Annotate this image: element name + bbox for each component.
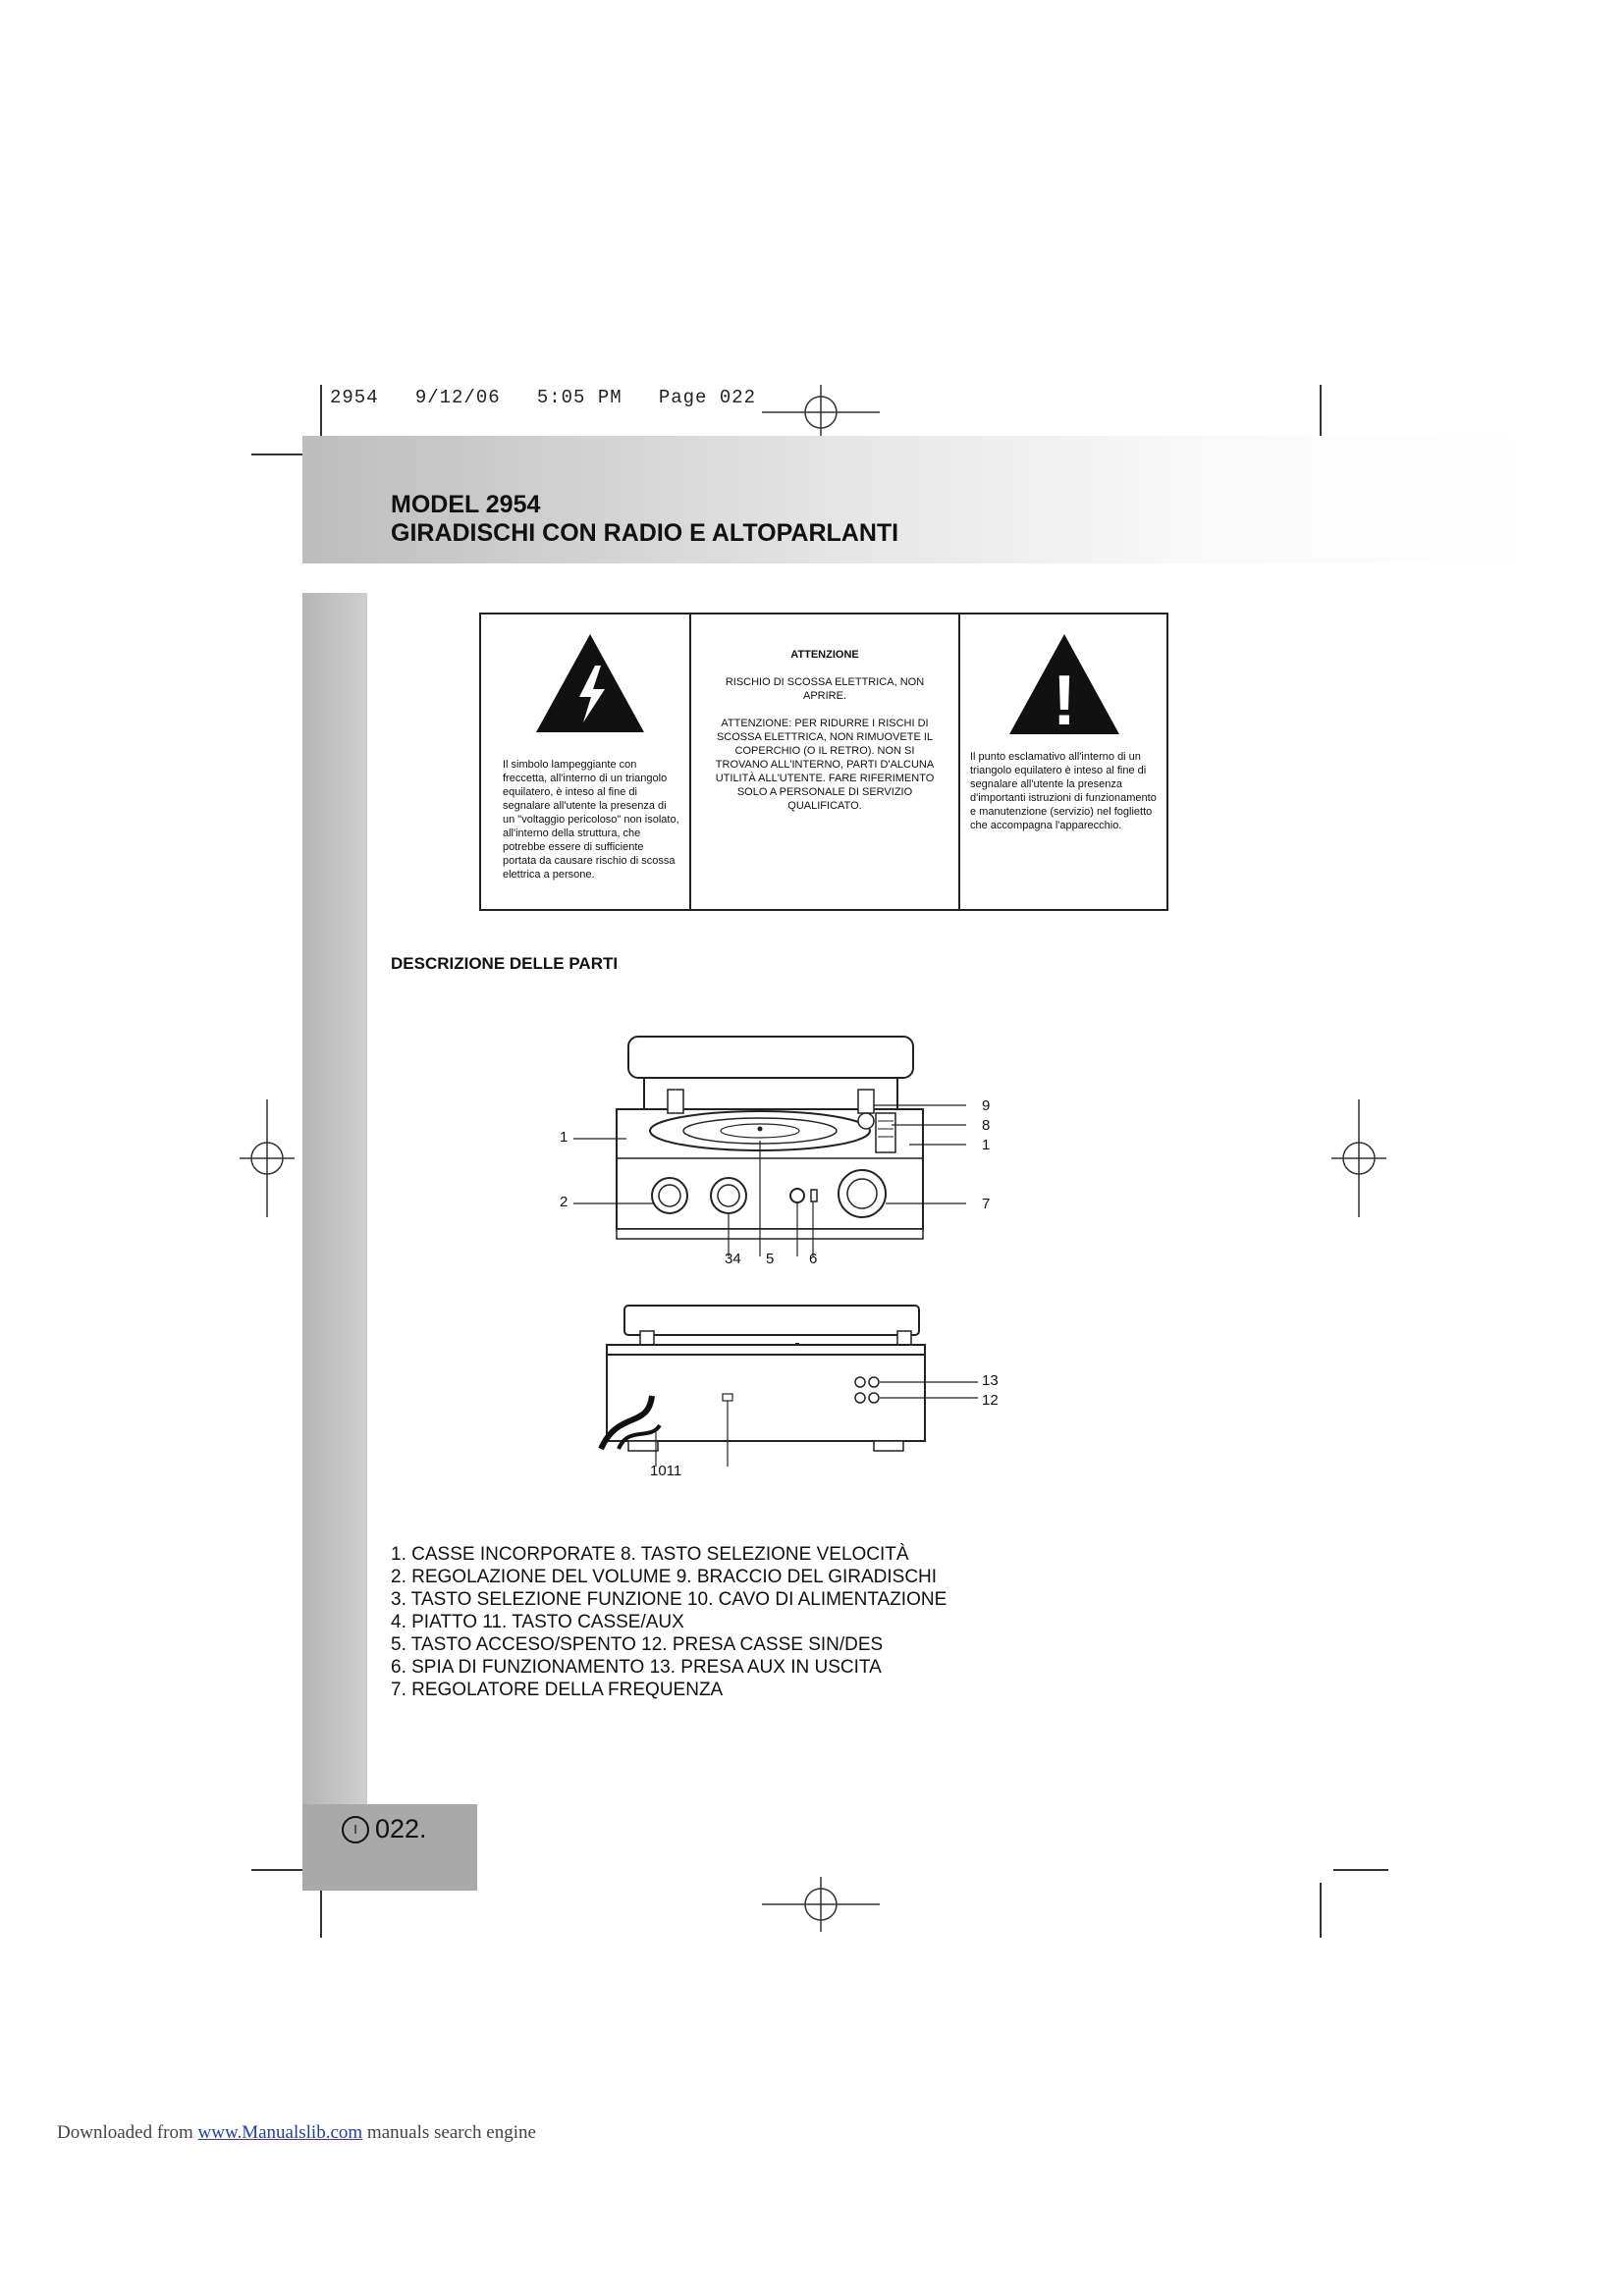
attention-title: ATTENZIONE: [790, 649, 859, 661]
lightning-warning-column: [481, 614, 691, 909]
callout-1-right: 1: [982, 1137, 991, 1153]
list-item: 1. CASSE INCORPORATE 8. TASTO SELEZIONE VELOCITÀ: [391, 1544, 909, 1565]
product-title: GIRADISCHI CON RADIO E ALTOPARLANTI: [391, 519, 899, 547]
crop-mark: [320, 1883, 322, 1938]
exclamation-warning-text: Il punto esclamativo all'interno di un triangolo equilatero è inteso al fine di segnalare all'utente la presenza d'importanti istruzioni di funzionamento e manutenzione (servizio) nel foglietto che accompagna l'apparecchio.: [970, 751, 1157, 831]
registration-mark-bottom: [762, 1877, 880, 1932]
list-item: 2. REGOLAZIONE DEL VOLUME 9. BRACCIO DEL GIRADISCHI: [391, 1567, 938, 1587]
list-item: 4. PIATTO 11. TASTO CASSE/AUX: [391, 1612, 684, 1632]
registration-mark-top: [762, 385, 880, 440]
safety-warning-box: [479, 613, 1168, 911]
callout-13: 13: [982, 1372, 999, 1389]
page-title: [391, 491, 898, 548]
crop-mark: [1333, 1869, 1388, 1871]
side-strip: [302, 593, 367, 1804]
footer-suffix: manuals search engine: [362, 2122, 536, 2143]
exclamation-glyph: !: [1053, 662, 1076, 736]
exclamation-warning-column: [960, 614, 1166, 909]
registration-mark-right: [1331, 1099, 1386, 1217]
callout-12: 12: [982, 1392, 999, 1409]
callout-1011: 1011: [650, 1463, 682, 1479]
crop-mark: [251, 454, 302, 455]
lightning-warning-text: Il simbolo lampeggiante con freccetta, all'interno di un triangolo equilatero, è inteso al fine di segnalare all'utente la presenza di un "voltaggio pericoloso" non isolato, all'interno della struttura, che potrebbe essere di sufficiente portata da causare rischio di scossa elettrica a persone.: [503, 759, 679, 881]
list-item: 7. REGOLATORE DELLA FREQUENZA: [391, 1680, 724, 1700]
list-item: 5. TASTO ACCESO/SPENTO 12. PRESA CASSE SIN/DES: [391, 1634, 884, 1655]
front-view-diagram: [550, 1031, 1001, 1276]
callout-34: 34: [725, 1251, 741, 1267]
callout-7: 7: [982, 1196, 991, 1212]
crop-mark: [1320, 385, 1322, 440]
download-footer: [57, 2122, 536, 2144]
attention-column: [691, 614, 960, 909]
callout-2: 2: [560, 1194, 568, 1210]
list-item: 6. SPIA DI FUNZIONAMENTO 13. PRESA AUX IN USCITA: [391, 1657, 882, 1678]
list-item: 3. TASTO SELEZIONE FUNZIONE 10. CAVO DI ALIMENTAZIONE: [391, 1589, 947, 1610]
crop-mark: [320, 385, 322, 440]
print-slug: 2954 9/12/06 5:05 PM Page 022: [330, 387, 757, 408]
parts-list: [391, 1543, 947, 1701]
language-indicator-icon: I: [342, 1816, 369, 1843]
crop-mark: [1320, 1883, 1322, 1938]
manualslib-link[interactable]: www.Manualslib.com: [197, 2122, 363, 2143]
registration-mark-left: [240, 1099, 295, 1217]
section-title: DESCRIZIONE DELLE PARTI: [391, 954, 619, 973]
callout-1-left: 1: [560, 1129, 568, 1146]
callout-5: 5: [766, 1251, 775, 1267]
callout-8: 8: [982, 1117, 991, 1134]
crop-mark: [251, 1869, 302, 1871]
model-title: MODEL 2954: [391, 491, 541, 518]
attention-text-1: RISCHIO DI SCOSSA ELETTRICA, NON APRIRE.: [725, 676, 925, 702]
callout-6: 6: [809, 1251, 818, 1267]
page-number: [342, 1814, 427, 1844]
footer-prefix: Downloaded from: [57, 2122, 198, 2143]
attention-text-2: ATTENZIONE: PER RIDURRE I RISCHI DI SCOSSA ELETTRICA, NON RIMUOVETE IL COPERCHIO (O IL RETRO). NON SI TROVANO ALL'INTERNO, PARTI D'ALCUNA UTILITÀ ALL'UTENTE. FARE RIFERIMENTO SOLO A PERSONALE DI SERVIZIO QUALIFICATO.: [715, 718, 935, 812]
exclamation-triangle-icon: [1007, 632, 1121, 736]
rear-view-diagram: [589, 1302, 1001, 1468]
lightning-triangle-icon: [534, 632, 646, 734]
page-number-text: 022.: [375, 1814, 427, 1843]
callout-9: 9: [982, 1097, 991, 1114]
